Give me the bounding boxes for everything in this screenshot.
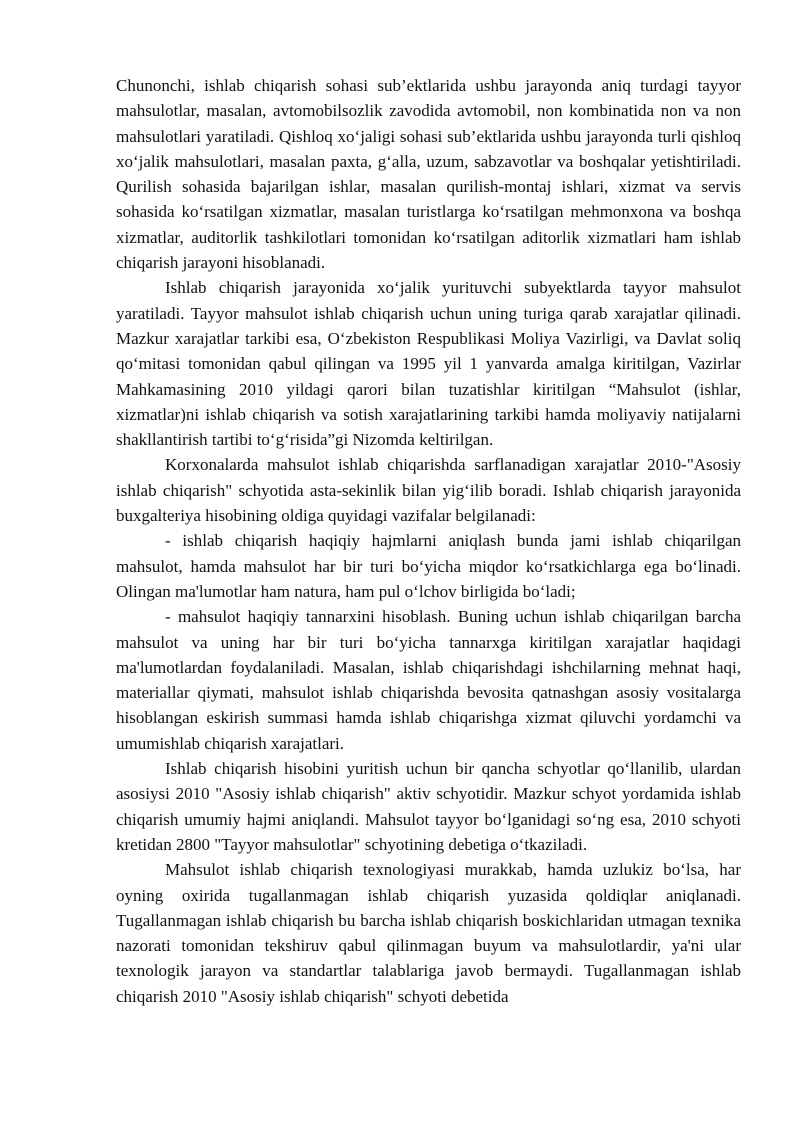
- paragraph-6: Ishlab chiqarish hisobini yuritish uchun bir qancha schyotlar qo‘llanilib, ulardan asosiysi 2010 "Asosiy ishlab chiqarish" aktiv schyotidir. Mazkur schyot yordamida ishlab chiqarish umumiy hajmi aniqlandi. Mahsulot tayyor bo‘lganidagi so‘ng esa, 2010 schyoti kretidan 2800 "Tayyor mahsulotlar" schyotining debetiga o‘tkaziladi.: [116, 759, 741, 854]
- paragraph-7: Mahsulot ishlab chiqarish texnologiyasi murakkab, hamda uzlukiz bo‘lsa, har oyning oxirida tugallanmagan ishlab chiqarish yuzasida qoldiqlar aniqlanadi. Tugallanmagan ishlab chiqarish bu barcha ishlab chiqarish boskichlaridan utmagan texnika nazorati tomonidan tekshiruv qabul qilinmagan buyum va mahsulotlardir, ya'ni ular texnologik jarayon va standartlar talablariga javob bermaydi. Tugallanmagan ishlab chiqarish 2010 "Asosiy ishlab chiqarish" schyoti debetida: [116, 860, 741, 1006]
- document-page: [116, 73, 741, 1009]
- paragraph-5: - mahsulot haqiqiy tannarxini hisoblash. Buning uchun ishlab chiqarilgan barcha mahsulot va uning har bir turi bo‘yicha tannarxga kiritilgan xarajatlar haqidagi ma'lumotlardan foydalaniladi. Masalan, ishlab chiqarishdagi ishchilarning mehnat haqi, materiallar qiymati, mahsulot ishlab chiqarishda bevosita qatnashgan asosiy vositalarga hisoblangan eskirish summasi hamda ishlab chiqarishga xizmat qiluvchi yordamchi va umumishlab chiqarish xarajatlari.: [116, 607, 741, 753]
- paragraph-2: Ishlab chiqarish jarayonida xo‘jalik yurituvchi subyektlarda tayyor mahsulot yaratiladi. Tayyor mahsulot ishlab chiqarish uchun uning turiga qarab xarajatlar qilinadi. Mazkur xarajatlar tarkibi esa, O‘zbekiston Respublikasi Moliya Vazirligi, va Davlat soliq qo‘mitasi tomonidan qabul qilingan va 1995 yil 1 yanvarda amalga kiritilgan, Vazirlar Mahkamasining 2010 yildagi qarori bilan tuzatishlar kiritilgan “Mahsulot (ishlar, xizmatlar)ni ishlab chiqarish va sotish xarajatlarining tarkibi hamda moliyaviy natijalarni shakllantirish tartibi to‘g‘risida”gi Nizomda keltirilgan.: [116, 278, 741, 450]
- paragraph-1: Chunonchi, ishlab chiqarish sohasi sub’ektlarida ushbu jarayonda aniq turdagi tayyor mahsulotlar, masalan, avtomobilsozlik zavodida avtomobil, non kombinatida non va non mahsulotlari yaratiladi. Qishloq xo‘jaligi sohasi sub’ektlarida ushbu jarayonda turli qishloq xo‘jalik mahsulotlari, masalan paxta, g‘alla, uzum, sabzavotlar va boshqalar yetishtiriladi. Qurilish sohasida bajarilgan ishlar, masalan qurilish-montaj ishlari, xizmat va servis sohasida ko‘rsatilgan xizmatlar, masalan turistlarga ko‘rsatilgan mehmonxona va boshqa xizmatlar, auditorlik tashkilotlari tomonidan ko‘rsatilgan aditorlik xizmatlari ham ishlab chiqarish jarayoni hisoblanadi.: [116, 76, 741, 273]
- paragraph-3: Korxonalarda mahsulot ishlab chiqarishda sarflanadigan xarajatlar 2010-"Asosiy ishlab chiqarish" schyotida asta-sekinlik bilan yig‘ilib boradi. Ishlab chiqarish jarayonida buxgalteriya hisobining oldiga quyidagi vazifalar belgilanadi:: [116, 455, 741, 526]
- paragraph-4: - ishlab chiqarish haqiqiy hajmlarni aniqlash bunda jami ishlab chiqarilgan mahsulot, hamda mahsulot har bir turi bo‘yicha miqdor ko‘rsatkichlarga ega bo‘linadi. Olingan ma'lumotlar ham natura, ham pul o‘lchov birligida bo‘ladi;: [116, 531, 741, 601]
